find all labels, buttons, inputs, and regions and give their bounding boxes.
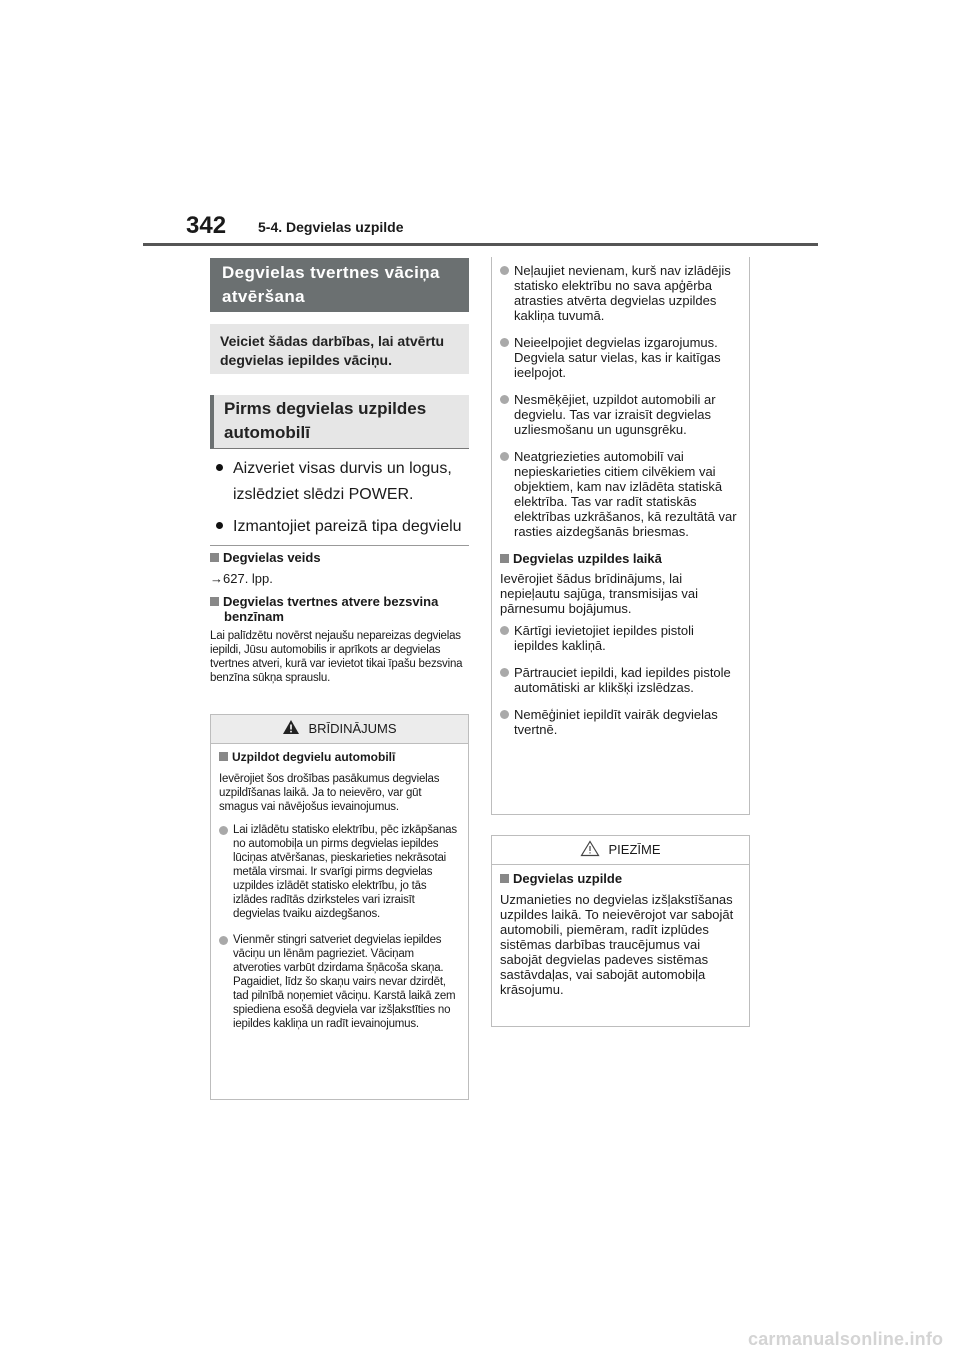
fuel-cap-title: Degvielas tvertnes atvere bezsvina benzīnam <box>210 594 470 624</box>
circle-bullet-icon <box>219 936 228 945</box>
fuel-type-ref: →627. lpp. <box>210 571 273 586</box>
during-refuel-title: Degvielas uzpildes laikā <box>500 551 741 566</box>
circle-bullet-icon <box>500 266 509 275</box>
warning-title: Uzpildot degvielu automobilī <box>219 750 460 764</box>
warning-intro: Ievērojiet šos drošības pasākumus degvielas uzpildīšanas laikā. Ja to neievēro, var gūt smagus vai nāvējošus ievainojumus. <box>219 773 440 813</box>
warning-item: Nesmēķējiet, uzpildot automobili ar degvielu. Tas var izraisīt degvielas uzliesmošanu un ugunsgrēku. <box>500 392 741 437</box>
warning-item: Neieelpojiet degvielas izgarojumus. Degviela satur vielas, kas ir kaitīgas ieelpojot. <box>500 335 741 380</box>
heading-before-refuel: Pirms degvielas uzpildes automobilī <box>210 395 469 449</box>
warning-item: Vienmēr stingri satveriet degvielas iepildes vāciņu un lēnām pagrieziet. Vāciņam atveroties varbūt dzirdama šņācoša skaņa. Pagaidiet, līdz šo skaņu vairs nevar dzirdēt, tad pilnībā noņemiet vāciņu. Karstā laikā zem spiediena esošā degviela var izšļakstīties no iepildes kakliņa un radīt ievainojumus. <box>219 933 460 1031</box>
warning-item: Lai izlādētu statisko elektrību, pēc izkāpšanas no automobiļa un pirms degvielas iepildes lūciņas atvēršanas, pieskarieties nekrāsotai metāla virsmai. Ir svarīgi pirms degvielas uzpildes izlādēt statisko elektrību, jo tās izlādes radītās dzirksteles vari izraisīt degvielas tvaiku aizdegšanos. <box>219 823 460 921</box>
square-bullet-icon <box>500 874 509 883</box>
section-title: 5-4. Degvielas uzpilde <box>258 219 404 235</box>
during-refuel-item: Nemēģiniet iepildīt vairāk degvielas tvertnē. <box>500 707 741 737</box>
warning-box <box>210 714 469 1100</box>
page-number: 342 <box>186 212 227 239</box>
notice-box <box>491 835 750 1027</box>
warning-triangle-icon <box>282 719 300 735</box>
circle-bullet-icon <box>500 668 509 677</box>
bullet-item: Aizveriet visas durvis un logus, <box>212 456 472 481</box>
warning-item: Neļaujiet nevienam, kurš nav izlādējis statisko elektrību no sava apģērba atrasties atvērta degvielas uzpildes kakliņa tuvumā. <box>500 263 741 323</box>
square-bullet-icon <box>210 597 219 606</box>
divider <box>210 545 469 546</box>
circle-bullet-icon <box>500 395 509 404</box>
circle-bullet-icon <box>500 338 509 347</box>
square-bullet-icon <box>210 553 219 562</box>
bullet-item: Izmantojiet pareizā tipa degvielu <box>212 514 472 539</box>
fuel-cap-text: Lai palīdzētu novērst nejaušu nepareizas degvielas iepildi, Jūsu automobilis ir aprīkots ar degvielas tvertnes atveri, kurā var ievietot tikai īpašu bezsvina benzīna sūkņa sprauslu. <box>210 630 463 684</box>
bullet-dot-icon <box>216 522 223 529</box>
bullet-list <box>212 456 472 539</box>
fuel-info-section <box>210 550 470 685</box>
warning-item: Neatgriezieties automobilī vai nepieskarieties citiem cilvēkiem vai objektiem, kam nav izlādēta statiskā elektrība. Tas var radīt statiskās elektrības uzkrāšanos, kā rezultātā var rasties aizdegšanās briesmas. <box>500 449 741 539</box>
notice-body <box>492 865 749 997</box>
square-bullet-icon <box>219 752 228 761</box>
notice-text: Uzmanieties no degvielas izšļakstīšanas uzpildes laikā. To neievērojot var sabojāt automobili, piemēram, radīt izplūdes sistēmas darbības traucējumus vai sabojāt degvielas padeves sistēmas sastāvdaļas, vai sabojāt automobiļa krāsojumu. <box>500 892 734 997</box>
circle-bullet-icon <box>500 452 509 461</box>
circle-bullet-icon <box>500 626 509 635</box>
notice-box-header: PIEZĪME <box>492 836 749 865</box>
bullet-dot-icon <box>216 464 223 471</box>
header-rule <box>143 243 818 246</box>
warning-continued-body <box>492 257 749 737</box>
heading-fuel-cap-opening: Degvielas tvertnes vāciņa atvēršana <box>210 258 469 312</box>
intro-text: Veiciet šādas darbības, lai atvērtu degvielas iepildes vāciņu. <box>210 324 469 374</box>
warning-box-continued <box>491 257 750 815</box>
watermark: carmanualsonline.info <box>748 1329 944 1349</box>
circle-bullet-icon <box>219 826 228 835</box>
warning-body <box>211 744 468 1031</box>
circle-bullet-icon <box>500 710 509 719</box>
notice-triangle-icon <box>580 840 600 857</box>
bullet-item-continued: izslēdziet slēdzi POWER. <box>233 486 414 503</box>
during-refuel-item: Kārtīgi ievietojiet iepildes pistoli iepildes kakliņā. <box>500 623 741 653</box>
during-refuel-item: Pārtrauciet iepildi, kad iepildes pistole automātiski ar klikšķi izslēdzas. <box>500 665 741 695</box>
during-refuel-intro: Ievērojiet šādus brīdinājums, lai nepieļautu sajūga, transmisijas vai pārnesumu bojājumus. <box>500 571 698 616</box>
square-bullet-icon <box>500 554 509 563</box>
fuel-type-title: Degvielas veids <box>210 550 470 565</box>
warning-box-header: BRĪDINĀJUMS <box>211 715 468 744</box>
notice-title: Degvielas uzpilde <box>500 871 741 886</box>
